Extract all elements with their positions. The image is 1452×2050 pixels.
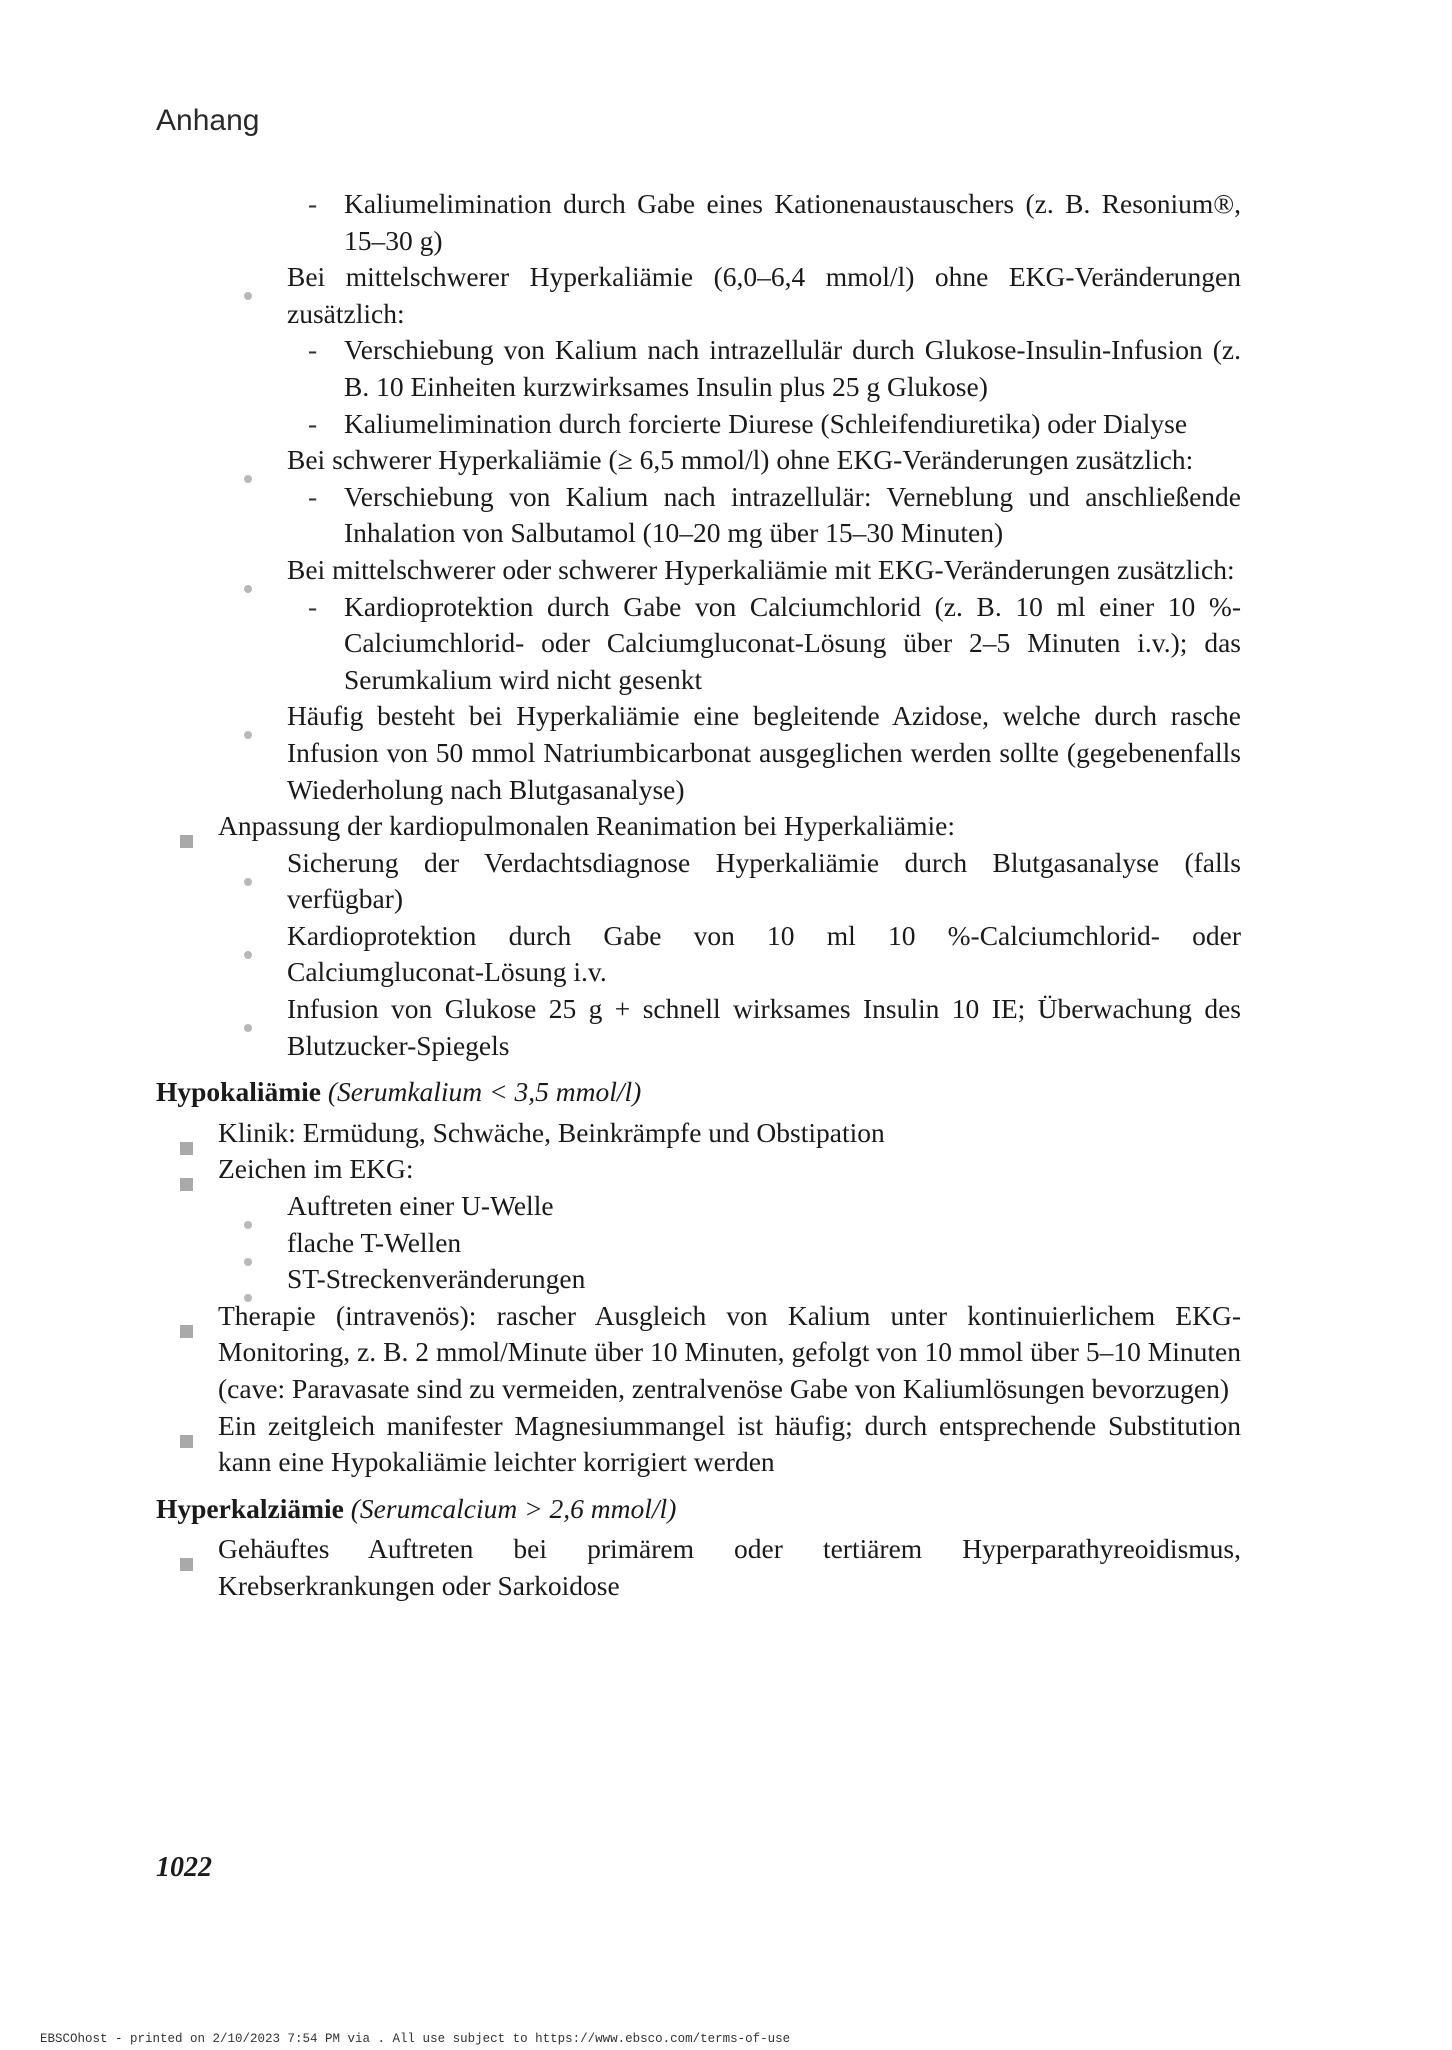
dot-bullet-icon: [244, 712, 252, 749]
list-item: [156, 1408, 1241, 1481]
list-item-text: Auftreten einer U-Welle: [287, 1190, 554, 1222]
list-item: [156, 1531, 1241, 1604]
section-heading-range: (Serumkalium < 3,5 mmol/l): [327, 1076, 642, 1108]
list-item-text: Kardioprotektion durch Gabe von 10 ml 10 %-Calciumchlorid- oder Calciumgluconat-Lösung i.v.: [287, 919, 1241, 988]
square-bullet-icon: [180, 1421, 193, 1458]
list-item: [156, 1151, 1241, 1188]
list-item-text: Infusion von Glukose 25 g + schnell wirksames Insulin 10 IE; Überwachung des Blutzucker-Spiegels: [287, 993, 1241, 1061]
section-heading: [156, 1074, 1241, 1111]
section-heading: [156, 1491, 1241, 1528]
dot-bullet-icon: [244, 273, 252, 310]
list-item-text: Therapie (intravenös): rascher Ausgleich von Kalium unter kontinuierlichem EKG-Monitoring, z. B. 2 mmol/Minute über 10 Minuten, gefolgt von 10 mmol über 5–10 Minuten (cave: Paravasate sind zu vermeiden, zentralvenöse Gabe von Kaliumlösungen bevorzugen): [218, 1299, 1241, 1404]
sub-list-item: [156, 918, 1241, 991]
list-item-text: Gehäuftes Auftreten bei primärem oder tertiärem Hyperparathyreoidismus, Krebserkrankungen oder Sarkoidose: [218, 1533, 1241, 1601]
sub-list-item: [156, 1188, 1241, 1225]
sub-sub-list-item: [156, 186, 1241, 259]
list-item-text: Häufig besteht bei Hyperkaliämie eine begleitende Azidose, welche durch rasche Infusion von 50 mmol Natriumbicarbonat ausgeglichen werden sollte (gegebenenfalls Wiederholung nach Blutgasanalyse): [287, 700, 1241, 805]
sub-sub-list-item: [156, 406, 1241, 443]
list-item-text: Bei schwerer Hyperkaliämie (≥ 6,5 mmol/l) ohne EKG-Veränderungen zusätzlich:: [287, 444, 1194, 476]
dash-bullet-icon: -: [308, 188, 318, 219]
section-heading-title: Hypokaliämie: [156, 1076, 322, 1108]
sub-list-item: [156, 259, 1241, 332]
sub-list-item: [156, 698, 1241, 808]
dash-bullet-icon: -: [308, 480, 318, 512]
list-item-text: Kardioprotektion durch Gabe von Calciumchlorid (z. B. 10 ml einer 10 %-Calciumchlorid- oder Calciumgluconat-Lösung über 2–5 Minuten i.v.); das Serumkalium wird nicht gesenkt: [344, 590, 1241, 695]
section-heading-title: Hyperkalziämie: [156, 1492, 344, 1524]
list-item-text: Bei mittelschwerer oder schwerer Hyperkaliämie mit EKG-Veränderungen zusätzlich:: [287, 553, 1235, 585]
section-heading-range: (Serumcalcium > 2,6 mmol/l): [350, 1492, 677, 1524]
list-item-text: Klinik: Ermüdung, Schwäche, Beinkrämpfe und Obstipation: [218, 1116, 885, 1148]
list-item-text: Verschiebung von Kalium nach intrazellulär durch Glukose-Insulin-Infusion (z. B. 10 Einheiten kurzwirksames Insulin plus 25 g Glukose): [344, 334, 1241, 402]
list-item-text: Anpassung der kardiopulmonalen Reanimation bei Hyperkaliämie:: [218, 810, 955, 842]
dash-bullet-icon: -: [308, 407, 318, 439]
list-item-text: Verschiebung von Kalium nach intrazellulär: Verneblung und anschließende Inhalation von Salbutamol (10–20 mg über 15–30 Minuten): [344, 480, 1241, 549]
sub-sub-list-item: [156, 479, 1241, 552]
sub-list-item: [156, 442, 1241, 479]
sub-list-item: [156, 845, 1241, 918]
running-header: Anhang: [156, 104, 260, 137]
list-item-text: Ein zeitgleich manifester Magnesiummangel ist häufig; durch entsprechende Substitution kann eine Hypokaliämie leichter korrigiert werden: [218, 1409, 1241, 1478]
list-item-text: Kaliumelimination durch Gabe eines Kationenaustauschers (z. B. Resonium®, 15–30 g): [344, 188, 1241, 256]
dash-bullet-icon: -: [308, 590, 318, 622]
list-item-text: ST-Streckenveränderungen: [287, 1263, 586, 1295]
document-body: [156, 186, 1241, 1605]
square-bullet-icon: [180, 1544, 193, 1581]
list-item: [156, 1115, 1241, 1152]
sub-list-item: [156, 991, 1241, 1064]
print-notice: EBSCOhost - printed on 2/10/2023 7:54 PM via . All use subject to https://www.ebsco.com/terms-of-use: [40, 2032, 791, 2046]
list-item: [156, 808, 1241, 845]
list-item-text: Bei mittelschwerer Hyperkaliämie (6,0–6,4 mmol/l) ohne EKG-Veränderungen zusätzlich:: [287, 261, 1241, 329]
sub-list-item: [156, 552, 1241, 589]
page-number: 1022: [156, 1852, 212, 1883]
dot-bullet-icon: [244, 1005, 252, 1042]
dash-bullet-icon: -: [308, 334, 318, 366]
sub-sub-list-item: [156, 332, 1241, 405]
sub-list-item: [156, 1225, 1241, 1262]
list-item-text: flache T-Wellen: [287, 1226, 462, 1258]
square-bullet-icon: [180, 1311, 193, 1348]
list-item-text: Zeichen im EKG:: [218, 1153, 414, 1185]
dot-bullet-icon: [244, 859, 252, 896]
dot-bullet-icon: [244, 932, 252, 969]
list-item-text: Sicherung der Verdachtsdiagnose Hyperkaliämie durch Blutgasanalyse (falls verfügbar): [287, 846, 1241, 915]
sub-sub-list-item: [156, 589, 1241, 699]
sub-list-item: [156, 1261, 1241, 1298]
list-item-text: Kaliumelimination durch forcierte Diurese (Schleifendiuretika) oder Dialyse: [344, 407, 1188, 439]
list-item: [156, 1298, 1241, 1408]
